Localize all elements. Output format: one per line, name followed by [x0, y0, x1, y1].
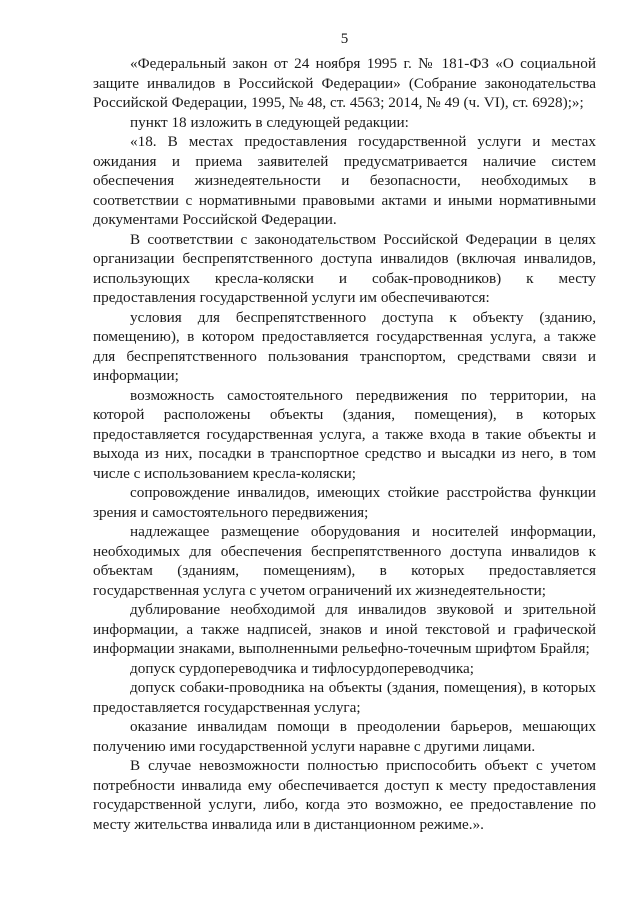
paragraph-remote-service: В случае невозможности полностью приспособить объект с учетом потребности инвалида ему обеспечивается доступ к месту предоставления государственной услуги, либо, когда это возможно, ее предоставление по месту жительства инвалида или в дистанционном режиме.».	[93, 757, 596, 833]
list-item-escort: сопровождение инвалидов, имеющих стойкие расстройства функции зрения и самостоятельного передвижения;	[93, 484, 596, 521]
paragraph-law-reference: «Федеральный закон от 24 ноября 1995 г. № 181-ФЗ «О социальной защите инвалидов в Российской Федерации» (Собрание законодательства Российской Федерации, 1995, № 48, ст. 4563; 2014, № 49 (ч. VI), ст. 6928);»;	[93, 55, 596, 111]
list-item-access-conditions: условия для беспрепятственного доступа к объекту (зданию, помещению), в котором предоставляется государственная услуга, а также для беспрепятственного пользования транспортом, средствами связи и информации;	[93, 308, 596, 384]
list-item-assistance: оказание инвалидам помощи в преодолении барьеров, мешающих получению ими государственной услуги наравне с другими лицами.	[93, 718, 596, 755]
paragraph-clause-18: «18. В местах предоставления государственной услуги и местах ожидания и приема заявителей предусматривается наличие систем обеспечения жизнедеятельности и безопасности, необходимых в соответствии с нормативными правовыми актами и иными нормативными документами Российской Федерации.	[93, 133, 596, 228]
list-item-guide-dog: допуск собаки-проводника на объекты (здания, помещения), в которых предоставляется государственная услуга;	[93, 679, 596, 716]
paragraph-clause-18-intro: пункт 18 изложить в следующей редакции:	[130, 113, 409, 131]
paragraph-accessibility-intro: В соответствии с законодательством Российской Федерации в целях организации беспрепятственного доступа инвалидов (включая инвалидов, использующих кресла-коляски и собак-проводников) к месту предоставления государственной услуги им обеспечиваются:	[93, 230, 596, 306]
list-item-equipment-placement: надлежащее размещение оборудования и носителей информации, необходимых для обеспечения беспрепятственного доступа инвалидов к объектам (зданиям, помещениям), в которых предоставляется государственная услуга с учетом ограничений их жизнедеятельности;	[93, 523, 596, 599]
list-item-sign-interpreter: допуск сурдопереводчика и тифлосурдопереводчика;	[130, 659, 474, 677]
list-item-information-duplication: дублирование необходимой для инвалидов звуковой и зрительной информации, а также надписей, знаков и иной текстовой и графической информации знаками, выполненными рельефно-точечным шрифтом Брайля;	[93, 601, 596, 657]
page-number: 5	[340, 31, 349, 47]
list-item-independent-movement: возможность самостоятельного передвижения по территории, на которой расположены объекты (здания, помещения), в которых предоставляется государственная услуга, а также входа в такие объекты и выхода из них, посадки в транспортное средство и высадки из него, в том числе с использованием кресла-коляски;	[93, 386, 596, 482]
